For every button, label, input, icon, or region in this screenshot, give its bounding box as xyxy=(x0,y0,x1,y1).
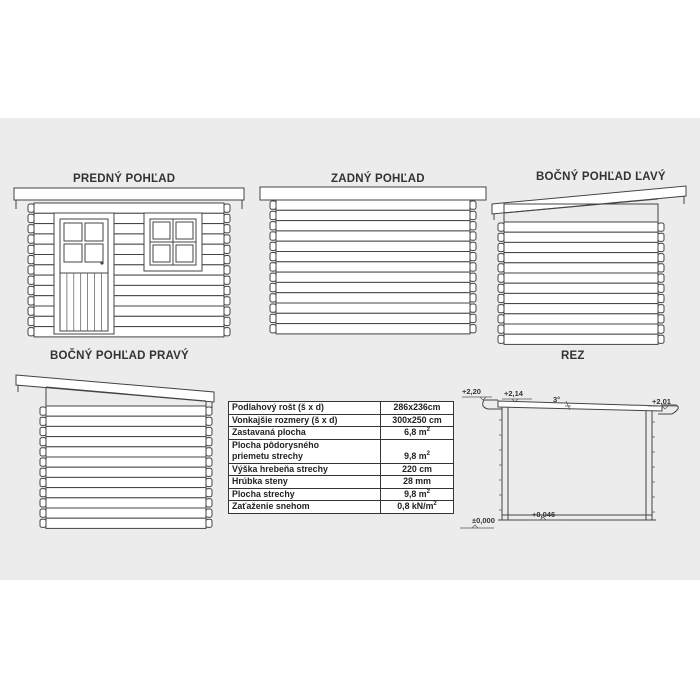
log-end xyxy=(270,263,276,271)
log-end xyxy=(28,328,34,336)
log-end xyxy=(40,499,46,507)
spec-label: Hrúbka steny xyxy=(229,476,381,489)
wall-log xyxy=(276,252,470,262)
log-end xyxy=(40,468,46,476)
spec-value-text: 9,8 m xyxy=(404,451,427,461)
spec-row xyxy=(229,463,454,476)
log-end xyxy=(470,304,476,312)
section-drawing xyxy=(458,380,693,540)
log-end xyxy=(206,519,212,527)
log-end xyxy=(206,417,212,425)
spec-value xyxy=(381,463,454,476)
spec-value-superscript: 2 xyxy=(433,501,437,508)
log-end xyxy=(28,214,34,222)
wall-log xyxy=(276,241,470,251)
log-end xyxy=(224,204,230,212)
log-end xyxy=(658,335,664,343)
spec-value-text: 9,8 m xyxy=(404,488,427,499)
log-end xyxy=(40,417,46,425)
spec-label: Plocha pôdorysného priemetu strechy xyxy=(229,439,381,463)
log-end xyxy=(270,283,276,291)
spec-label: Zaťaženie snehom xyxy=(229,501,381,514)
wall-log xyxy=(276,262,470,272)
log-end xyxy=(206,458,212,466)
log-end xyxy=(658,233,664,241)
spec-value xyxy=(381,439,454,463)
wall-log xyxy=(504,232,658,242)
log-end xyxy=(498,325,504,333)
wall-log xyxy=(276,200,470,210)
spec-value xyxy=(381,402,454,415)
log-end xyxy=(498,305,504,313)
log-end xyxy=(658,243,664,251)
spec-label: Výška hrebeňa strechy xyxy=(229,463,381,476)
log-end xyxy=(470,314,476,322)
front-window xyxy=(144,213,202,271)
log-end xyxy=(658,223,664,231)
log-end xyxy=(270,304,276,312)
log-end xyxy=(658,284,664,292)
wall-log xyxy=(504,222,658,232)
log-end xyxy=(658,264,664,272)
right-side-view-drawing xyxy=(12,370,222,535)
spec-value-superscript: 2 xyxy=(426,488,430,495)
spec-row xyxy=(229,501,454,514)
log-end xyxy=(28,245,34,253)
log-end xyxy=(270,273,276,281)
log-end xyxy=(40,427,46,435)
log-end xyxy=(498,243,504,251)
wall-log xyxy=(46,488,206,498)
log-end xyxy=(224,297,230,305)
log-end xyxy=(224,214,230,222)
log-end xyxy=(224,245,230,253)
wall-log xyxy=(46,406,206,416)
log-end xyxy=(658,294,664,302)
spec-row xyxy=(229,439,454,463)
spec-value xyxy=(381,427,454,440)
section-level-markers xyxy=(460,397,678,528)
wall-log xyxy=(46,508,206,518)
wall-log xyxy=(46,426,206,436)
wall-log xyxy=(276,221,470,231)
wall-log xyxy=(504,273,658,283)
wall-log xyxy=(46,416,206,426)
spec-label: Vonkajšie rozmery (š x d) xyxy=(229,414,381,427)
log-end xyxy=(270,211,276,219)
log-end xyxy=(40,509,46,517)
wall-log xyxy=(276,324,470,334)
spec-value-text: 28 mm xyxy=(403,476,431,486)
spec-value-text: 300x250 cm xyxy=(392,414,442,425)
spec-label: Plocha strechy xyxy=(229,488,381,501)
log-end xyxy=(28,225,34,233)
wall-log xyxy=(504,242,658,252)
wall-log xyxy=(276,210,470,220)
log-end xyxy=(470,222,476,230)
log-end xyxy=(206,427,212,435)
log-end xyxy=(224,225,230,233)
log-end xyxy=(470,242,476,250)
log-end xyxy=(224,266,230,274)
log-end xyxy=(206,468,212,476)
log-end xyxy=(224,256,230,264)
log-end xyxy=(498,284,504,292)
log-end xyxy=(28,317,34,325)
log-end xyxy=(224,276,230,284)
log-end xyxy=(28,256,34,264)
rear-view-title: ZADNÝ POHĽAD xyxy=(331,173,425,185)
wall-log xyxy=(504,263,658,273)
log-end xyxy=(470,201,476,209)
log-end xyxy=(28,204,34,212)
spec-row xyxy=(229,488,454,501)
front-view-title: PREDNÝ POHĽAD xyxy=(73,173,176,185)
wall-log xyxy=(46,447,206,457)
spec-label: Podlahový rošt (š x d) xyxy=(229,402,381,415)
log-end xyxy=(658,305,664,313)
log-end xyxy=(40,407,46,415)
wall-log xyxy=(46,437,206,447)
spec-value-text: 286x236cm xyxy=(393,402,441,412)
spec-value xyxy=(381,414,454,427)
wall-log xyxy=(276,293,470,303)
log-end xyxy=(28,276,34,284)
spec-value-text: 6,8 m xyxy=(404,427,427,437)
log-end xyxy=(224,307,230,315)
log-end xyxy=(206,407,212,415)
door-handle xyxy=(100,261,103,264)
wall-log xyxy=(504,314,658,324)
specification-table xyxy=(228,401,454,514)
log-end xyxy=(498,335,504,343)
wall-log xyxy=(46,477,206,487)
log-end xyxy=(270,222,276,230)
wall-log xyxy=(276,272,470,282)
wall-log xyxy=(34,203,224,213)
spec-value xyxy=(381,501,454,514)
spec-label: Zastavaná plocha xyxy=(229,427,381,440)
spec-value xyxy=(381,476,454,489)
log-end xyxy=(28,297,34,305)
rear-wall-logs xyxy=(270,200,476,334)
wall-log xyxy=(504,253,658,263)
right-side-view-title: BOČNÝ POHĽAD PRAVÝ xyxy=(50,350,189,362)
log-end xyxy=(470,325,476,333)
log-end xyxy=(270,232,276,240)
wall-log xyxy=(276,231,470,241)
spec-value-superscript: 2 xyxy=(426,427,430,434)
log-end xyxy=(498,233,504,241)
log-end xyxy=(658,254,664,262)
wall-log xyxy=(504,283,658,293)
log-end xyxy=(224,317,230,325)
spec-row xyxy=(229,414,454,427)
wall-log xyxy=(504,334,658,344)
rear-roof xyxy=(260,187,486,200)
log-end xyxy=(40,458,46,466)
left-side-view-drawing xyxy=(490,182,690,347)
log-end xyxy=(28,286,34,294)
level-ground: ±0,000 xyxy=(472,516,495,525)
section-roof xyxy=(483,400,679,414)
log-end xyxy=(206,509,212,517)
log-end xyxy=(270,242,276,250)
log-end xyxy=(40,478,46,486)
log-end xyxy=(470,273,476,281)
log-end xyxy=(498,254,504,262)
log-end xyxy=(270,314,276,322)
log-end xyxy=(470,232,476,240)
log-end xyxy=(470,253,476,261)
front-door xyxy=(54,213,114,334)
spec-value-text: 0,8 kN/m xyxy=(397,501,434,511)
level-top-left: +2,20 xyxy=(462,387,481,396)
spec-value xyxy=(381,488,454,501)
log-end xyxy=(498,274,504,282)
front-view-drawing xyxy=(10,185,250,345)
right-side-wall-logs xyxy=(40,387,212,528)
log-end xyxy=(470,263,476,271)
wall-log xyxy=(504,304,658,314)
log-end xyxy=(498,223,504,231)
log-end xyxy=(40,448,46,456)
log-end xyxy=(270,325,276,333)
spec-value-text: 220 cm xyxy=(402,463,432,474)
log-end xyxy=(224,286,230,294)
log-end xyxy=(470,294,476,302)
log-end xyxy=(658,325,664,333)
log-end xyxy=(40,438,46,446)
spec-row xyxy=(229,402,454,415)
log-end xyxy=(498,264,504,272)
log-end xyxy=(28,307,34,315)
log-end xyxy=(40,489,46,497)
spec-row xyxy=(229,476,454,489)
log-end xyxy=(658,315,664,323)
log-end xyxy=(224,235,230,243)
log-end xyxy=(40,519,46,527)
wall-log xyxy=(276,313,470,323)
wall-log xyxy=(504,293,658,303)
log-end xyxy=(206,448,212,456)
level-floor: +0,046 xyxy=(532,510,556,519)
log-end xyxy=(206,489,212,497)
rear-view-drawing xyxy=(258,185,488,345)
spec-row xyxy=(229,427,454,440)
log-end xyxy=(498,315,504,323)
wall-log xyxy=(46,498,206,508)
log-end xyxy=(658,274,664,282)
log-end xyxy=(498,294,504,302)
roof-slope-angle: 3° xyxy=(553,395,561,404)
left-side-view-title: BOČNÝ POHĽAD ĽAVÝ xyxy=(536,171,666,183)
log-end xyxy=(470,211,476,219)
level-eave-front: +2,14 xyxy=(504,389,523,398)
wall-log xyxy=(276,303,470,313)
wall-log xyxy=(46,467,206,477)
log-end xyxy=(224,328,230,336)
level-top-right: +2,01 xyxy=(652,397,671,406)
wall-log xyxy=(46,457,206,467)
log-end xyxy=(270,201,276,209)
log-end xyxy=(470,283,476,291)
log-end xyxy=(206,499,212,507)
log-end xyxy=(270,294,276,302)
left-side-roof xyxy=(492,186,686,220)
log-end xyxy=(206,478,212,486)
section-view-title: REZ xyxy=(561,350,585,362)
log-end xyxy=(270,253,276,261)
left-side-wall-logs xyxy=(498,199,664,344)
log-end xyxy=(28,266,34,274)
spec-value-superscript: 2 xyxy=(426,451,430,458)
log-end xyxy=(206,438,212,446)
log-end xyxy=(28,235,34,243)
wall-log xyxy=(276,282,470,292)
wall-log xyxy=(46,518,206,528)
section-walls xyxy=(498,407,656,520)
wall-log xyxy=(504,324,658,334)
